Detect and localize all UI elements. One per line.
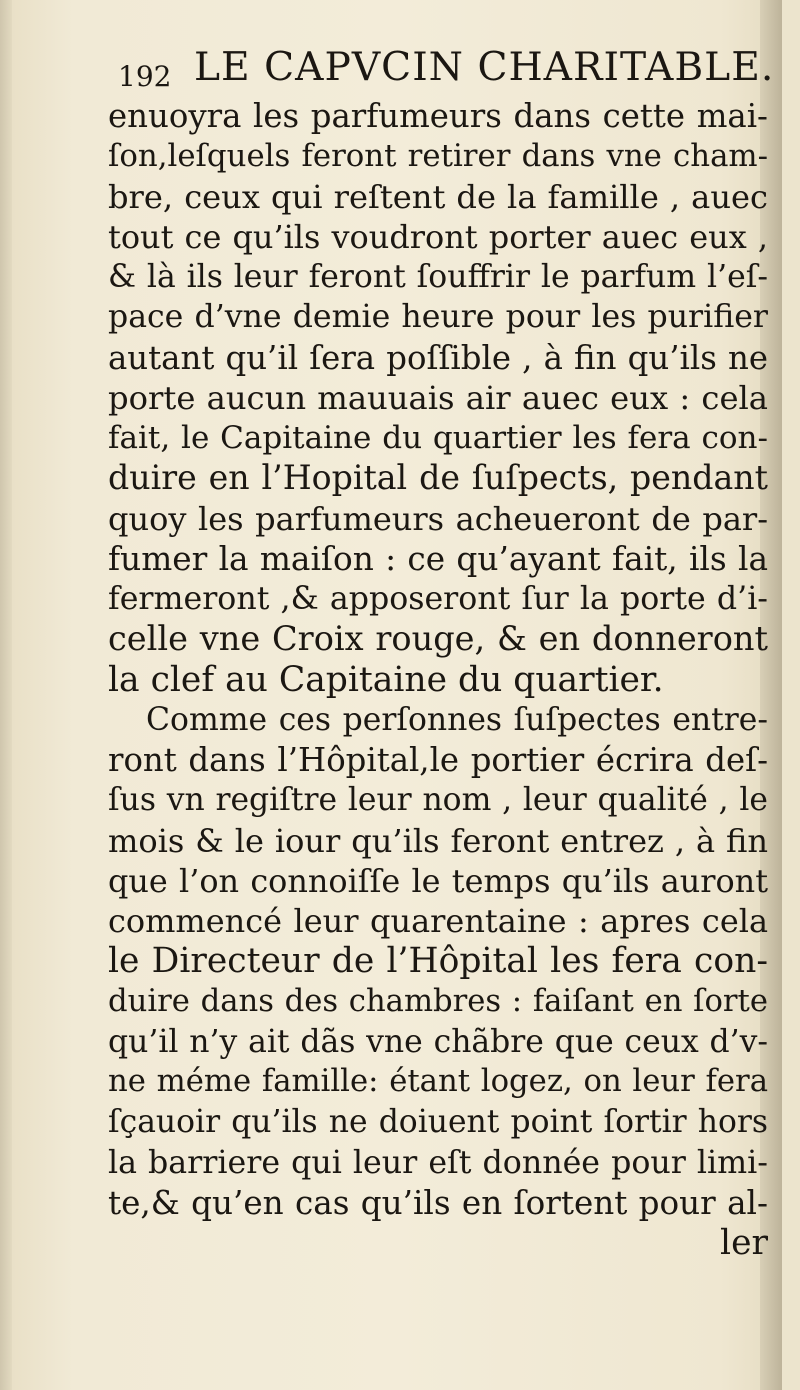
text-line: porte aucun mauuais air auec eux : cela (108, 378, 768, 417)
text-line: la barriere qui leur eſt donnée pour limi- (108, 1144, 768, 1181)
text-line: & là ils leur feront ſouffrir le parfum l’eſ- (108, 259, 768, 295)
text-line: fumer la maiſon : ce qu’ayant fait, ils la (108, 539, 768, 578)
text-line: le Directeur de l’Hôpital les fera con- (108, 941, 768, 982)
text-line: fermeront ,& apposeront ſur la porte d’i- (108, 581, 768, 617)
text-line: duire en l’Hopital de ſuſpects, pendant (108, 458, 768, 498)
text-line: ſus vn regiſtre leur nom , leur qualité , le (108, 782, 768, 819)
page-header (118, 40, 778, 96)
paragraph-1 (108, 96, 768, 700)
paragraph-2 (108, 700, 768, 1223)
text-line: qu’il n’y ait dãs vne chãbre que ceux d’v- (108, 1023, 768, 1060)
text-line: quoy les parfumeurs acheueront de par- (108, 499, 768, 538)
text-line: la clef au Capitaine du quartier. (108, 659, 664, 700)
text-line: pace d’vne demie heure pour les purifier (108, 299, 768, 336)
text-line: enuoyra les parfumeurs dans cette mai- (108, 97, 768, 135)
text-line: autant qu’il ſera poſſible , à fin qu’ils ne (108, 338, 768, 377)
text-line: te,& qu’en cas qu’ils en ſortent pour al- (108, 1183, 768, 1222)
text-line: fait, le Capitaine du quartier les fera con- (108, 420, 768, 456)
text-line: que l’on connoiſſe le temps qu’ils auront (108, 861, 768, 900)
text-line: ront dans l’Hôpital,le portier écrira deſ- (108, 741, 768, 779)
text-line: tout ce qu’ils voudront porter auec eux , (108, 217, 768, 256)
text-line: mois & le iour qu’ils feront entrez , à fin (108, 821, 768, 860)
catchword: ler (720, 1223, 768, 1263)
text-line: celle vne Croix rouge, & en donneront (108, 619, 768, 659)
text-line: commencé leur quarentaine : apres cela (108, 902, 768, 940)
text-line: ſçauoir qu’ils ne doiuent point ſortir hors (108, 1104, 768, 1141)
body-text (108, 96, 768, 1263)
running-head: LE CAPVCIN CHARITABLE. (194, 45, 775, 90)
text-line: ſon,leſquels feront retirer dans vne cham- (108, 138, 768, 175)
text-line: Comme ces perſonnes ſuſpectes entre- (146, 701, 768, 738)
text-line: ne méme famille: étant logez, on leur fera (108, 1064, 768, 1099)
text-line: bre, ceux qui reſtent de la famille , auec (108, 177, 768, 216)
page-number: 192 (118, 60, 172, 93)
text-line: duire dans des chambres : faiſant en ſorte (108, 983, 768, 1019)
